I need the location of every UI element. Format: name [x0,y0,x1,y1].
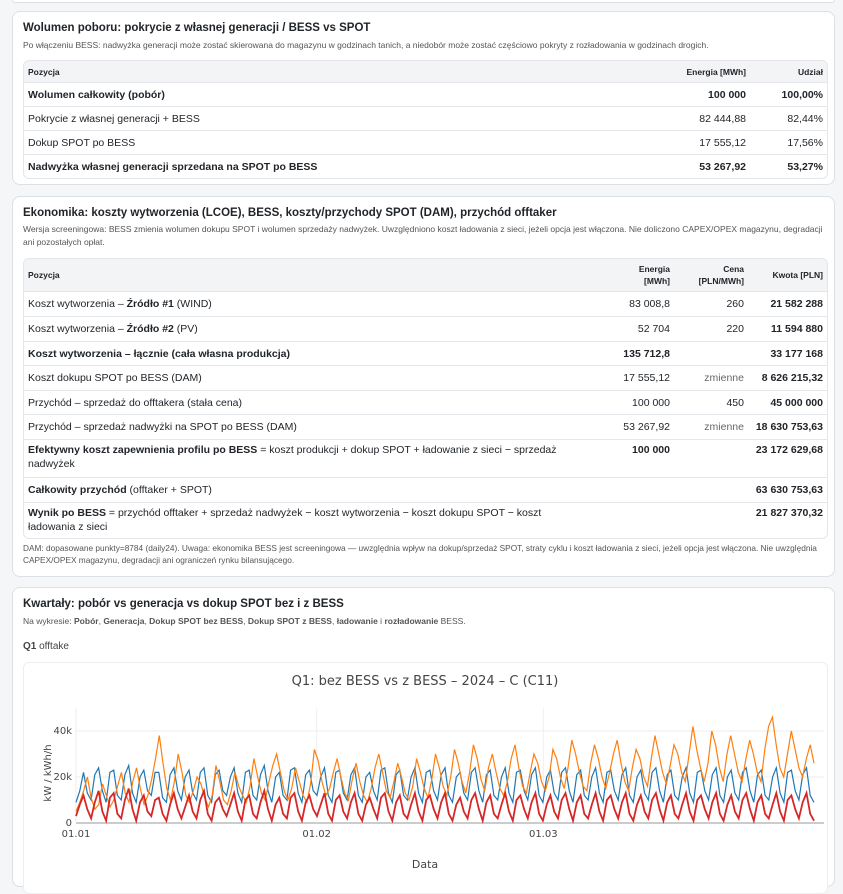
legend-item: Generacja [103,616,145,626]
table-row [24,291,827,316]
row-price: 450 [726,396,744,409]
row-price: zmienne [704,372,744,384]
row-amount: 8 626 215,32 [761,372,823,384]
table-row [24,341,827,365]
label-strong: Źródło #1 [126,298,174,310]
chart-container [23,662,828,894]
economics-subtitle: Wersja screeningowa: BESS zmienia wolumen dokupu SPOT i wolumen sprzedaży nadwyżek. Uwzględniono koszt ładowania z sieci, jeżeli opcja jest włączona. Nie doliczono CAPEX/OPEX magazynu, degradacji ani pozostałych opłat. [23,224,823,247]
row-label: Przychód – sprzedaż nadwyżki na SPOT po BESS (DAM) [28,421,297,433]
legend-sep: BESS. [438,616,466,626]
table-header [24,61,827,82]
row-label [24,484,594,496]
row-energy: 100 000 [708,88,746,101]
legend-sep: i [377,616,385,626]
row-amount: 21 582 288 [770,298,823,310]
table-row [24,477,827,502]
table-row [24,316,827,341]
row-energy: 52 704 [637,323,670,335]
economics-note: DAM: dopasowane punkty=8784 (daily24). Uwaga: ekonomika BESS jest screeningowa — uwzględnia wpływ na dokup/sprzedaż SPOT, straty cyklu i koszt ładowania z sieci, jeżeli opcja jest włączona. Nie uwzględnia CAPEX/OPEX magazynu, degradacji ani ograniczeń rynku bilansującego. [23,543,817,565]
legend-item: Dokup SPOT z BESS [247,616,332,626]
row-energy: 17 555,12 [623,372,670,384]
row-share: 53,27% [787,160,823,173]
row-label: Dokup SPOT po BESS [28,136,136,149]
col-pos: Pozycja [28,66,60,77]
table-row [24,414,827,439]
label-strong: Całkowity przychód [28,484,127,496]
table-row [24,82,827,106]
label-pre: Koszt wytworzenia – [28,298,127,310]
chart-lines [76,717,814,821]
row-label: Nadwyżka własnej generacji sprzedana na SPOT po BESS [28,160,318,173]
quarterly-title: Kwartały: pobór vs generacja vs dokup SPOT bez i z BESS [23,598,344,610]
col-energy-l1: Energia [638,264,670,274]
x-axis-label: Data [411,858,439,871]
series-line-2 [76,789,814,821]
row-share: 82,44% [787,112,823,125]
label-post: (PV) [173,323,198,335]
x-tick-label: 01.01 [61,829,91,840]
row-amount: 11 594 880 [771,323,823,335]
table-row [24,439,827,477]
row-amount: 18 630 753,63 [755,421,823,433]
volume-card [12,11,835,185]
legend-item: rozładowanie [384,616,439,626]
col-pos: Pozycja [28,270,60,280]
label-post: (offtaker + SPOT) [126,484,212,496]
chart-title: Q1: bez BESS vs z BESS – 2024 – C (C11) [291,674,559,689]
table-row [24,106,827,130]
col-energy: Energia [MWh] [686,66,746,77]
economics-title: Ekonomika: koszty wytworzenia (LCOE), BESS, koszty/przychody SPOT (DAM), przychód offtaker [23,207,557,219]
row-label: Przychód – sprzedaż do offtakera (stała cena) [28,396,243,409]
label-post: = koszt produkcji + dokup SPOT + ładowanie z sieci − sprzedaż nadwyżek [28,444,557,470]
row-amount: 45 000 000 [770,396,823,409]
y-tick-label: 40k [53,726,72,737]
col-price-l1: Cena [723,264,744,274]
row-energy: 135 712,8 [623,347,670,360]
label-post: = przychód offtaker + sprzedaż nadwyżek − koszt wytworzenia − koszt dokupu SPOT − koszt ładowania z sieci [28,507,542,533]
legend-item: Dokup SPOT bez BESS [149,616,244,626]
row-share: 17,56% [787,136,823,149]
legend-sep: , [331,616,337,626]
row-amount: 21 827 370,32 [755,507,823,519]
row-energy: 100 000 [632,396,670,409]
legend-pre: Na wykresie: [23,616,75,626]
row-amount: 63 630 753,63 [755,484,823,496]
row-energy: 17 555,12 [699,136,746,149]
legend-sep: , [98,616,104,626]
y-tick-label: 20k [53,772,72,783]
col-energy [594,263,674,287]
row-price: zmienne [704,421,744,433]
quarter-label-rest: offtake [36,641,69,652]
q1-chart[interactable] [24,663,827,893]
row-label [24,443,594,471]
row-energy: 100 000 [632,444,670,456]
legend-sep: , [144,616,150,626]
row-price: 260 [726,298,744,310]
row-amount: 33 177 168 [770,347,823,360]
table-row [24,365,827,390]
label-strong: Źródło #2 [126,323,174,335]
row-energy: 83 008,8 [629,298,670,310]
row-label: Koszt dokupu SPOT po BESS (DAM) [28,372,202,384]
row-amount: 23 172 629,68 [755,444,823,456]
col-energy-l2: [MWh] [644,276,670,286]
quarterly-legend-text [23,615,824,628]
row-label [24,506,594,534]
row-energy: 53 267,92 [623,421,670,433]
col-share: Udział [797,66,823,77]
volume-title: Wolumen poboru: pokrycie z własnej generacji / BESS vs SPOT [23,22,371,34]
col-price-l2: [PLN/MWh] [698,276,744,286]
legend-sep: , [243,616,248,626]
label-strong: Wynik po BESS [28,507,106,519]
quarter-label [23,641,824,652]
legend-item: Pobór [74,616,99,626]
quarter-label-strong: Q1 [23,641,37,652]
y-tick-label: 0 [65,818,72,829]
label-post: (WIND) [173,298,212,310]
col-price [674,263,748,287]
row-energy: 53 267,92 [699,160,746,173]
row-label: Pokrycie z własnej generacji + BESS [28,112,200,125]
quarterly-card [12,587,835,887]
table-row [24,130,827,154]
row-label: Wolumen całkowity (pobór) [28,88,165,101]
row-label [24,323,594,335]
label-strong: Efektywny koszt zapewnienia profilu po BESS [28,444,258,456]
economics-card [12,196,835,577]
table-row [24,154,827,178]
x-tick-label: 01.03 [528,829,558,840]
table-header [24,259,827,291]
label-pre: Koszt wytworzenia – [28,323,127,335]
economics-table [23,258,828,539]
col-amount: Kwota [PLN] [772,270,823,280]
row-share: 100,00% [781,88,823,101]
previous-card-edge [12,0,835,3]
row-label [24,298,594,310]
y-axis-label: kW / kWh/h [43,744,54,802]
volume-subtitle: Po włączeniu BESS: nadwyżka generacji może zostać skierowana do magazynu w godzinach tanich, a niedobór może zostać częściowo pokryty z rozładowania w godzinach drogich. [23,40,709,50]
volume-table [23,60,828,179]
row-energy: 82 444,88 [699,112,746,125]
x-tick-label: 01.02 [302,829,332,840]
row-price: 220 [726,323,744,335]
row-label: Koszt wytworzenia – łącznie (cała własna produkcja) [28,347,290,360]
table-row [24,390,827,414]
table-row [24,502,827,538]
legend-item: ładowanie [336,616,378,626]
